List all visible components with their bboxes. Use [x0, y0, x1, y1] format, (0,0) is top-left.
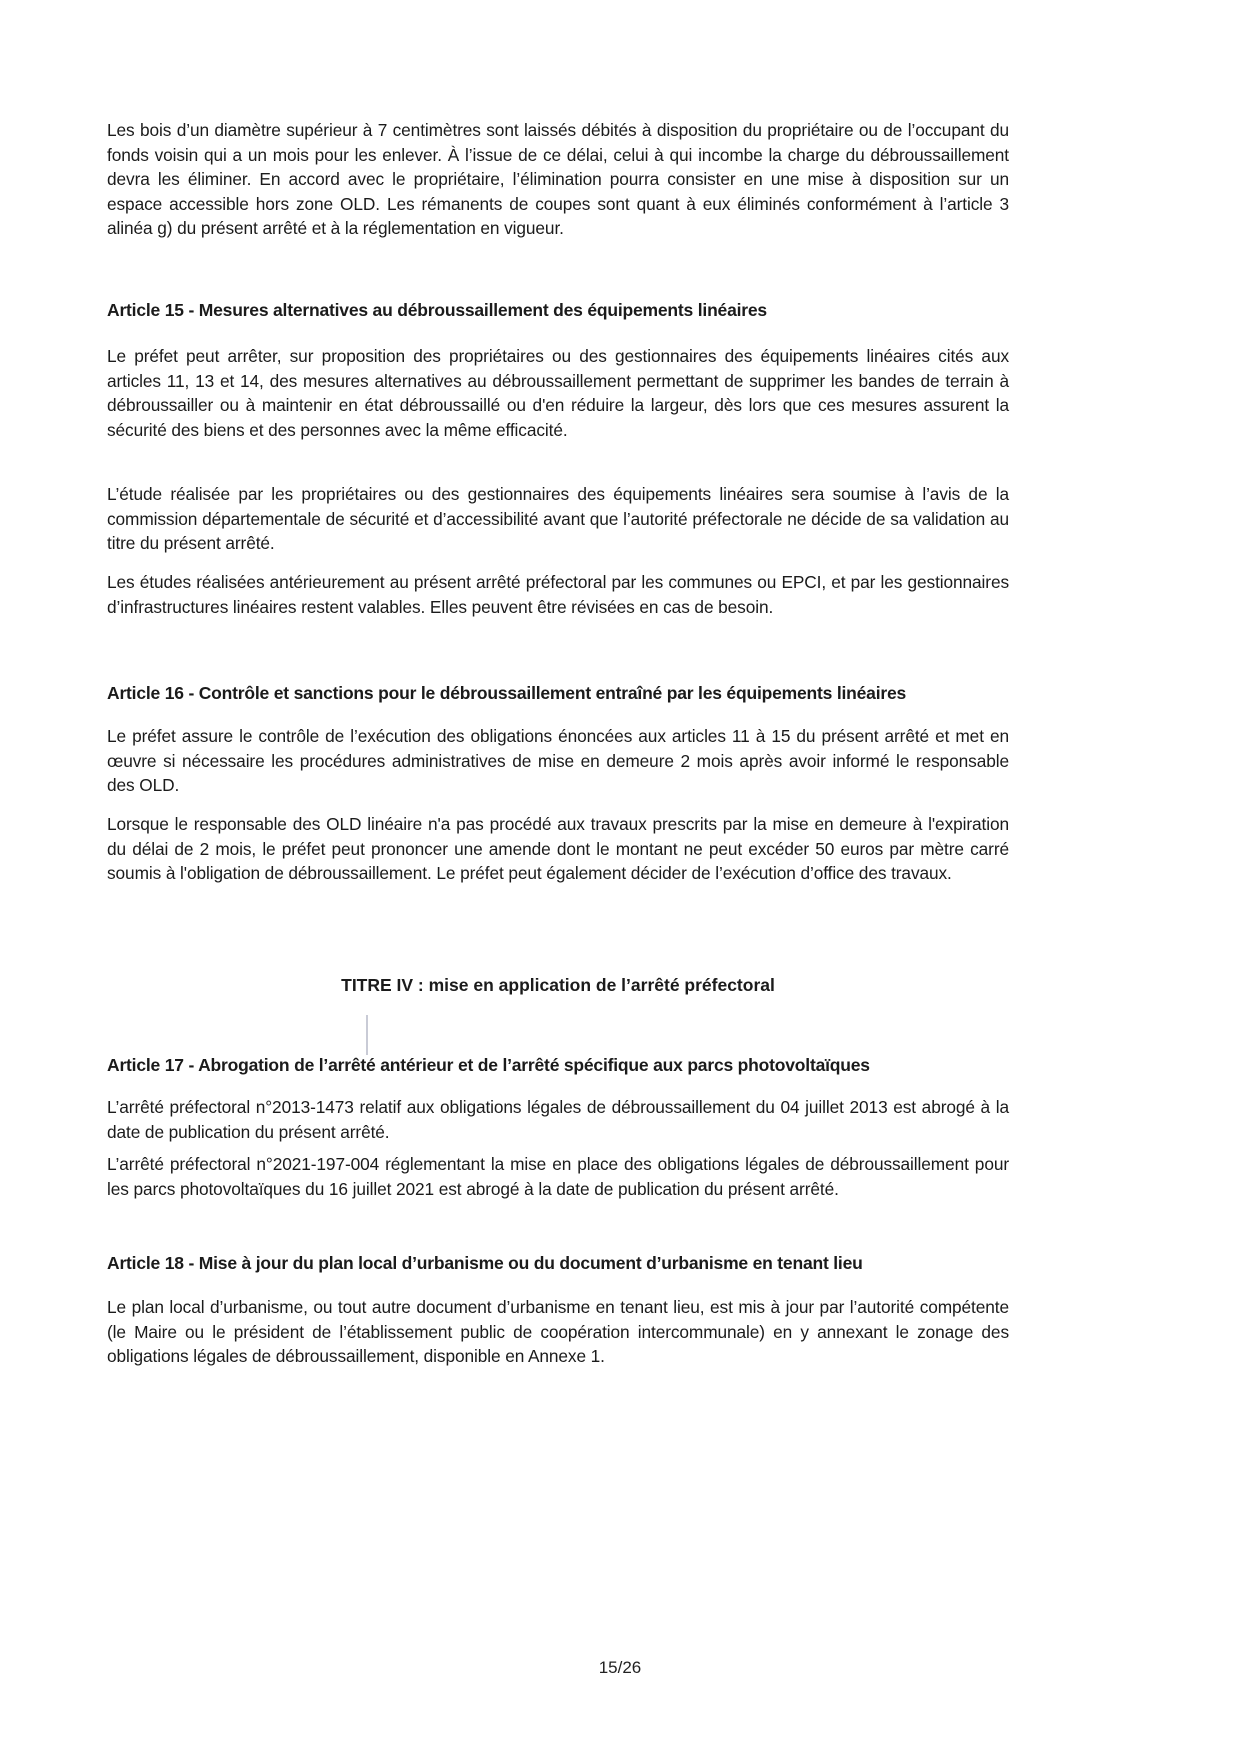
- article-15-paragraph-1: Le préfet peut arrêter, sur proposition des propriétaires ou des gestionnaires des équipements linéaires cités aux articles 11, 13 et 14, des mesures alternatives au débroussaillement permettant de supprimer les bandes de terrain à débroussailler ou à maintenir en état débroussaillé ou d'en réduire la largeur, dès lors que ces mesures assurent la sécurité des biens et des personnes avec la même efficacité.: [107, 346, 1009, 440]
- article-16-paragraph-1: Le préfet assure le contrôle de l’exécution des obligations énoncées aux articles 11 à 15 du présent arrêté et met en œuvre si nécessaire les procédures administratives de mise en demeure 2 mois après avoir informé le responsable des OLD.: [107, 726, 1009, 796]
- titre-iv: [107, 973, 1009, 997]
- article-15-paragraph-3: Les études réalisées antérieurement au présent arrêté préfectoral par les communes ou EPCI, et par les gestionnaires d’infrastructures linéaires restent valables. Elles peuvent être révisées en cas de besoin.: [107, 572, 1009, 617]
- article-18: [107, 1251, 1009, 1275]
- article-18-heading: Article 18 - Mise à jour du plan local d’urbanisme ou du document d’urbanisme en tenant lieu: [107, 1253, 863, 1273]
- titre-iv-heading: TITRE IV : mise en application de l’arrêté préfectoral: [341, 975, 775, 995]
- article-17-heading: Article 17 - Abrogation de l’arrêté antérieur et de l’arrêté spécifique aux parcs photovoltaïques: [107, 1055, 870, 1075]
- intro-section: [107, 118, 1009, 241]
- article-15: [107, 298, 1009, 322]
- article-17-paragraph-2: L’arrêté préfectoral n°2021-197-004 réglementant la mise en place des obligations légales de débroussaillement pour les parcs photovoltaïques du 16 juillet 2021 est abrogé à la date de publication du présent arrêté.: [107, 1154, 1009, 1199]
- article-15-paragraph-2: L’étude réalisée par les propriétaires ou des gestionnaires des équipements linéaires sera soumise à l’avis de la commission départementale de sécurité et d’accessibilité avant que l’autorité préfectorale ne décide de sa validation au titre du présent arrêté.: [107, 484, 1009, 554]
- article-16-heading: Article 16 - Contrôle et sanctions pour le débroussaillement entraîné par les équipements linéaires: [107, 683, 907, 703]
- article-16-body-2: [107, 812, 1009, 886]
- article-18-paragraph-1: Le plan local d’urbanisme, ou tout autre document d’urbanisme en tenant lieu, est mis à jour par l’autorité compétente (le Maire ou le président de l’établissement public de coopération intercommunale) en y annexant le zonage des obligations légales de débroussaillement, disponible en Annexe 1.: [107, 1297, 1009, 1367]
- article-15-body-2: [107, 482, 1009, 556]
- article-15-body-3: [107, 570, 1009, 619]
- article-17: [107, 1053, 1009, 1077]
- intro-paragraph: Les bois d’un diamètre supérieur à 7 centimètres sont laissés débités à disposition du propriétaire ou de l’occupant du fonds voisin qui a un mois pour les enlever. À l’issue de ce délai, celui à qui incombe la charge du débroussaillement devra les éliminer. En accord avec le propriétaire, l’élimination pourra consister en une mise à disposition sur un espace accessible hors zone OLD. Les rémanents de coupes sont quant à eux éliminés conformément à l’article 3 alinéa g) du présent arrêté et à la réglementation en vigueur.: [107, 120, 1009, 239]
- article-16: [107, 681, 1009, 705]
- article-17-body: [107, 1095, 1009, 1144]
- page-number: 15/26: [598, 1658, 642, 1677]
- article-18-body: [107, 1295, 1009, 1369]
- article-17-body-2: [107, 1152, 1009, 1201]
- article-15-body: [107, 344, 1009, 442]
- article-16-paragraph-2: Lorsque le responsable des OLD linéaire n'a pas procédé aux travaux prescrits par la mise en demeure à l'expiration du délai de 2 mois, le préfet peut prononcer une amende dont le montant ne peut excéder 50 euros par mètre carré soumis à l'obligation de débroussaillement. Le préfet peut également décider de l’exécution d’office des travaux.: [107, 814, 1009, 884]
- article-15-heading: Article 15 - Mesures alternatives au débroussaillement des équipements linéaires: [107, 300, 767, 320]
- article-17-paragraph-1: L’arrêté préfectoral n°2013-1473 relatif aux obligations légales de débroussaillement du 04 juillet 2013 est abrogé à la date de publication du présent arrêté.: [107, 1097, 1009, 1142]
- scan-artifact: [366, 1015, 368, 1055]
- article-16-body: [107, 724, 1009, 798]
